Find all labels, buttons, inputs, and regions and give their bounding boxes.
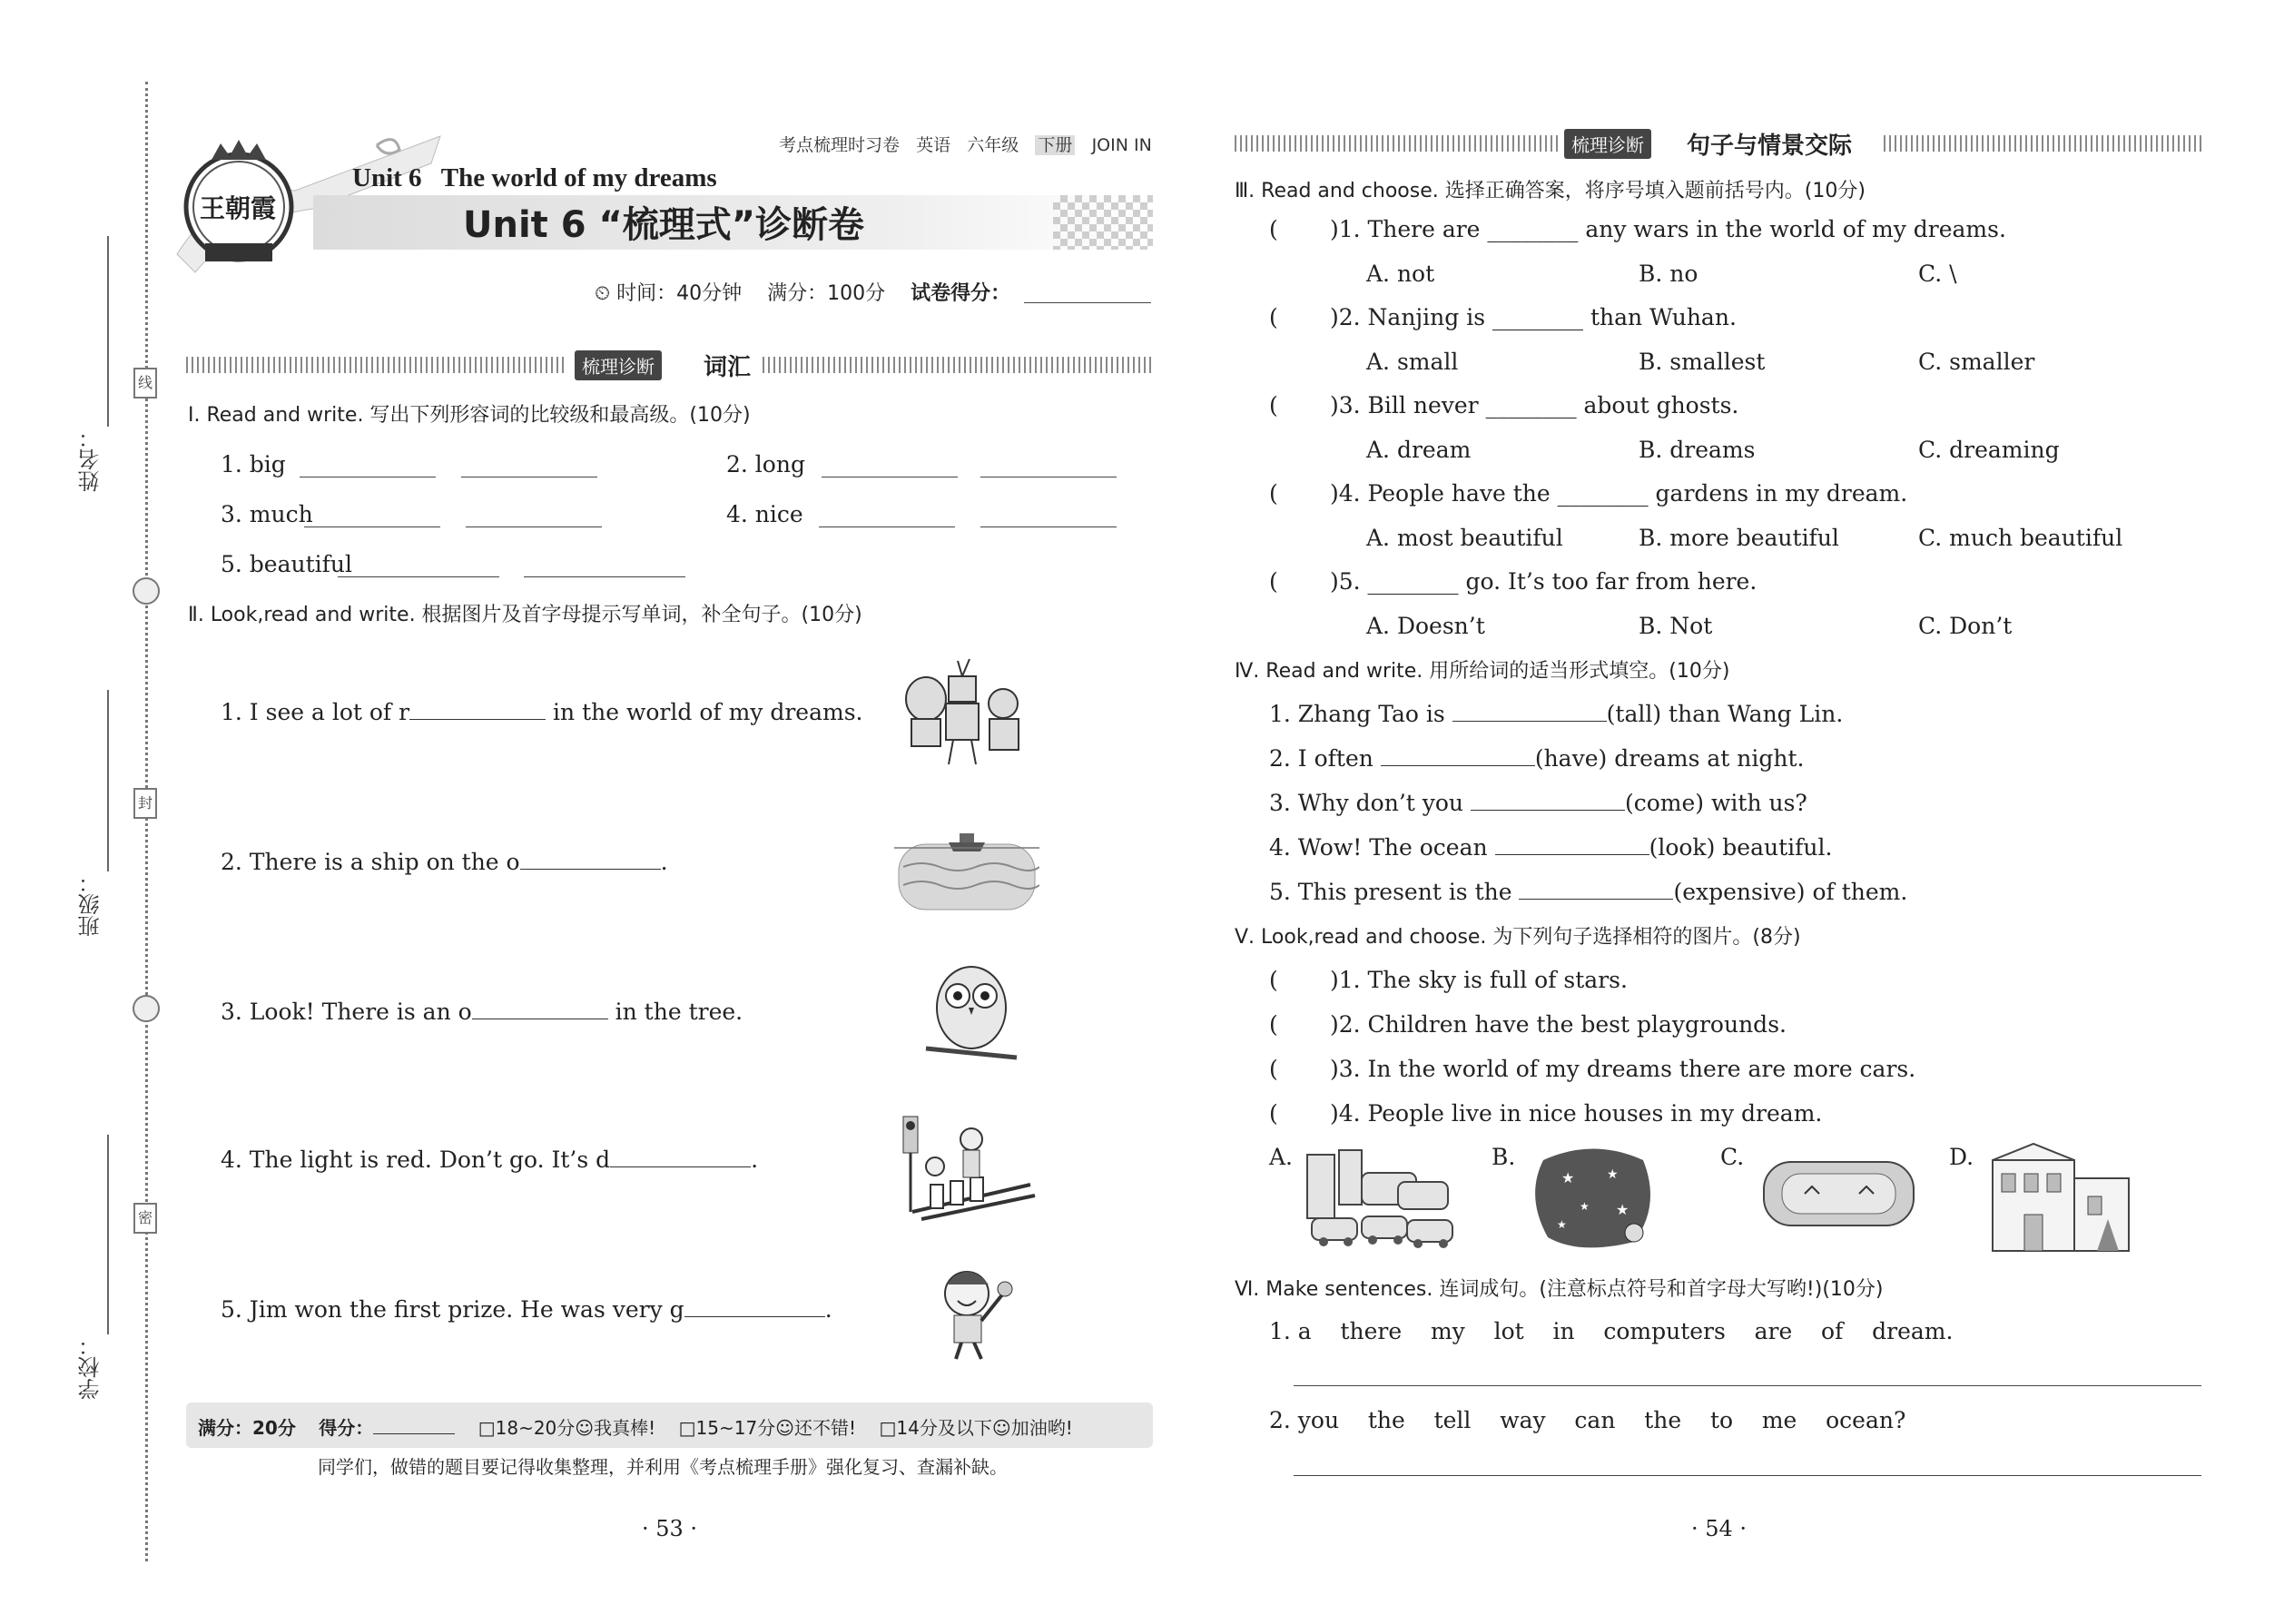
answer-paren[interactable]: ( [1269, 304, 1278, 330]
section-divider [1884, 135, 2201, 152]
q4-item-2: 2. I often (have) dreams at night. [1269, 745, 1805, 772]
answer-blank[interactable] [520, 849, 661, 870]
picture-label-a: A. [1269, 1144, 1294, 1170]
q5-item-2: )2. Children have the best playgrounds. [1330, 1011, 1787, 1038]
margin-tag-seal: 封 [133, 788, 157, 819]
option-b: B. dreams [1639, 437, 1756, 463]
owl-picture [921, 958, 1021, 1062]
option-c: C. dreaming [1918, 437, 2060, 463]
page-number-left: · 53 · [642, 1516, 698, 1541]
option-b: B. smallest [1639, 349, 1766, 375]
answer-paren[interactable]: ( [1269, 967, 1278, 993]
clock-icon: ⏲ [595, 282, 611, 305]
answer-line[interactable] [1294, 1385, 2201, 1386]
title-banner-pattern [1053, 195, 1153, 250]
q5-item-1: )1. The sky is full of stars. [1330, 967, 1628, 993]
section-tag: 梳理诊断 [1564, 129, 1651, 159]
option-c: C. \ [1918, 261, 1957, 287]
nice-houses-picture [1988, 1142, 2138, 1255]
school-label: 学校： [78, 1334, 103, 1400]
header-info: 考点梳理时习卷 英语 六年级 下册 JOIN IN [779, 135, 1152, 155]
option-a: A. dream [1366, 437, 1472, 463]
margin-tag-secret: 密 [133, 1203, 157, 1234]
answer-blank[interactable] [338, 576, 499, 577]
happy-boy-picture [921, 1257, 1021, 1362]
section-title-sentences: 句子与情景交际 [1687, 133, 1853, 160]
q1-item-1: 1. big [221, 451, 286, 477]
ship-on-ocean-picture [894, 817, 1039, 912]
option-c: C. much beautiful [1918, 525, 2123, 551]
q3-item-5: )5. ________ go. It’s too far from here. [1330, 568, 1757, 595]
option-c: C. Don’t [1918, 613, 2013, 639]
binding-hole-icon [133, 995, 160, 1022]
binding-dotted-line [145, 82, 148, 1561]
name-field[interactable] [107, 236, 109, 427]
class-field[interactable] [107, 690, 109, 871]
binding-hole-icon [133, 577, 160, 605]
answer-blank[interactable] [1471, 790, 1625, 811]
q4-item-1: 1. Zhang Tao is (tall) than Wang Lin. [1269, 701, 1844, 727]
score-bar-content: 满分：20分 得分： □18~20分☺我真棒! □15~17分☺还不错! □14分及以下☺加油哟! [198, 1417, 1073, 1439]
unit-english-title: Unit 6 The world of my dreams [352, 163, 717, 192]
answer-paren[interactable]: ( [1269, 216, 1278, 242]
q1-item-5: 5. beautiful [221, 551, 352, 577]
answer-blank[interactable] [472, 999, 608, 1019]
question-5-title: Ⅴ. Look,read and choose. 为下列句子选择相符的图片。(8分) [1235, 926, 1801, 949]
answer-paren[interactable]: ( [1269, 1056, 1278, 1082]
question-4-title: Ⅳ. Read and write. 用所给词的适当形式填空。(10分) [1235, 660, 1730, 683]
page-title: Unit 6 “梳理式”诊断卷 [463, 204, 865, 246]
name-label: 姓名： [78, 427, 103, 492]
q3-item-3: )3. Bill never ________ about ghosts. [1330, 392, 1739, 418]
cars-in-city-picture [1298, 1146, 1457, 1259]
starry-sky-picture [1525, 1142, 1661, 1255]
answer-blank[interactable] [1495, 834, 1649, 855]
option-b: B. Not [1639, 613, 1713, 639]
q2-item-1: 1. I see a lot of r in the world of my dreams. [221, 699, 863, 725]
option-a: A. not [1366, 261, 1435, 287]
q1-item-3: 3. much [221, 501, 313, 527]
smile-face-icon: ☺ [575, 1417, 595, 1439]
picture-label-b: B. [1492, 1144, 1516, 1170]
answer-paren[interactable]: ( [1269, 1011, 1278, 1038]
q5-item-4: )4. People live in nice houses in my dream. [1330, 1100, 1823, 1127]
publisher-logo: 王朝霞 [180, 134, 298, 271]
q6-item-1: 1. a there my lot in computers are of dream. [1269, 1318, 1954, 1344]
question-1-title: Ⅰ. Read and write. 写出下列形容词的比较级和最高级。(10分) [188, 404, 751, 427]
class-label: 班级： [78, 871, 103, 937]
answer-paren[interactable]: ( [1269, 1100, 1278, 1127]
answer-line[interactable] [1294, 1475, 2201, 1476]
question-3-title: Ⅲ. Read and choose. 选择正确答案，将序号填入题前括号内。(10分) [1235, 180, 1866, 202]
svg-text:★: ★ [1616, 1201, 1629, 1218]
q3-item-1: )1. There are ________ any wars in the world of my dreams. [1330, 216, 2006, 242]
q2-item-4: 4. The light is red. Don’t go. It’s d . [221, 1147, 759, 1173]
answer-blank[interactable] [684, 1296, 825, 1317]
robots-picture [899, 654, 1035, 767]
traffic-light-picture [894, 1112, 1039, 1221]
smile-face-icon: ☺ [775, 1417, 795, 1439]
section-divider [1235, 135, 1561, 152]
q2-item-5: 5. Jim won the first prize. He was very g . [221, 1296, 832, 1323]
answer-blank[interactable] [524, 576, 685, 577]
smile-face-icon: ☺ [991, 1417, 1011, 1439]
option-a: A. most beautiful [1366, 525, 1563, 551]
q1-item-2: 2. long [726, 451, 805, 477]
review-note: 同学们，做错的题目要记得收集整理，并利用《考点梳理手册》强化复习、查漏补缺。 [318, 1456, 1008, 1478]
section-divider [763, 357, 1153, 373]
answer-blank[interactable] [1519, 879, 1673, 900]
answer-paren[interactable]: ( [1269, 568, 1278, 595]
q2-item-3: 3. Look! There is an o in the tree. [221, 999, 743, 1025]
svg-text:★: ★ [1607, 1167, 1619, 1182]
question-6-title: Ⅵ. Make sentences. 连词成句。(注意标点符号和首字母大写哟!)(10分) [1235, 1278, 1884, 1301]
option-b: B. no [1639, 261, 1698, 287]
svg-text:★: ★ [1561, 1169, 1575, 1186]
answer-paren[interactable]: ( [1269, 392, 1278, 418]
page-number-right: · 54 · [1691, 1516, 1748, 1541]
section-score-field[interactable] [373, 1419, 455, 1434]
q6-item-2: 2. you the tell way can the to me ocean? [1269, 1407, 1906, 1433]
exam-meta: ⏲ 时间：40分钟 满分：100分 试卷得分： [595, 282, 1011, 305]
q1-item-4: 4. nice [726, 501, 803, 527]
exam-score-field[interactable] [1024, 302, 1151, 303]
answer-blank[interactable] [610, 1147, 751, 1167]
picture-label-c: C. [1720, 1144, 1745, 1170]
school-field[interactable] [107, 1135, 109, 1334]
section-divider [186, 357, 567, 373]
q2-item-2: 2. There is a ship on the o . [221, 849, 668, 875]
option-c: C. smaller [1918, 349, 2035, 375]
q3-item-2: )2. Nanjing is ________ than Wuhan. [1330, 304, 1737, 330]
q4-item-3: 3. Why don’t you (come) with us? [1269, 790, 1807, 816]
answer-paren[interactable]: ( [1269, 480, 1278, 507]
option-a: A. small [1366, 349, 1459, 375]
q3-item-4: )4. People have the ________ gardens in my dream. [1330, 480, 1908, 507]
answer-blank[interactable] [1381, 745, 1535, 766]
answer-blank[interactable] [1452, 701, 1607, 722]
q4-item-4: 4. Wow! The ocean (look) beautiful. [1269, 834, 1833, 861]
section-tag: 梳理诊断 [575, 350, 662, 380]
q5-item-3: )3. In the world of my dreams there are more cars. [1330, 1056, 1916, 1082]
answer-blank[interactable] [409, 699, 546, 720]
option-a: A. Doesn’t [1366, 613, 1485, 639]
question-2-title: Ⅱ. Look,read and write. 根据图片及首字母提示写单词，补全句子。(10分) [188, 604, 862, 626]
playground-picture [1759, 1157, 1918, 1230]
option-b: B. more beautiful [1639, 525, 1839, 551]
q4-item-5: 5. This present is the (expensive) of them. [1269, 879, 1908, 905]
svg-text:★: ★ [1557, 1218, 1567, 1231]
margin-tag-line: 线 [133, 368, 157, 399]
section-title-vocabulary: 词汇 [704, 354, 752, 381]
picture-label-d: D. [1949, 1144, 1974, 1170]
svg-text:★: ★ [1580, 1200, 1590, 1213]
